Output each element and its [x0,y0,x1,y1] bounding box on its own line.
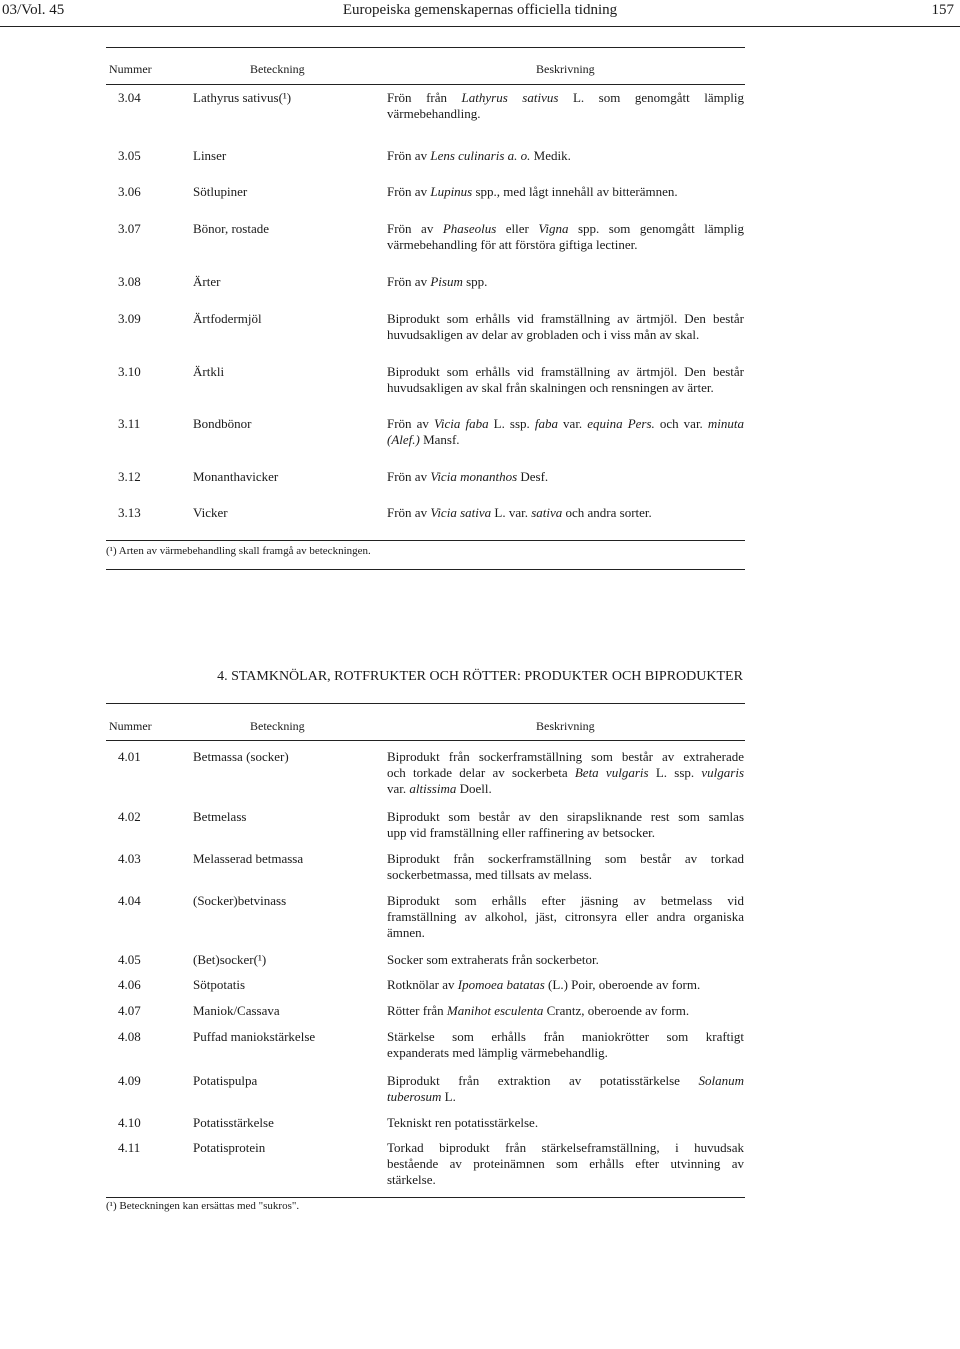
description-line [387,925,744,941]
italic-text: Manihot esculenta [446,1003,544,1018]
row-number: 3.05 [118,148,141,163]
row-number: 3.13 [118,505,141,520]
row-designation: Linser [193,148,227,163]
description-line [387,416,744,432]
header-rule [0,26,960,27]
row-description [387,893,744,941]
italic-text: (Alef.) [387,432,420,447]
italic-text: Solanum [698,1073,744,1088]
col-header-beteckning: Beteckning [250,719,305,733]
text: ämnen. [387,925,425,940]
text: värmebehandling för att förstöra giftiga lectiner. [387,237,638,252]
row-designation: Puffad maniokstärkelse [193,1029,316,1044]
description-line [387,184,744,200]
row-designation: Monanthavicker [193,469,279,484]
text: Desf. [517,469,549,484]
row-designation: Lathyrus sativus(¹) [193,90,292,105]
description-line [387,364,744,380]
row-designation: Melasserad betmassa [193,851,304,866]
text: (L.) Poir, oberoende av form. [544,977,701,992]
row-designation: Ärtkli [193,364,225,379]
text: Frön av [387,416,434,431]
row-designation: Bondbönor [193,416,252,431]
col-header-nummer: Nummer [109,719,152,733]
text: L. som genomgått lämplig [558,90,744,105]
row-designation: (Socker)betvinass [193,893,287,908]
text: L. var. [491,505,532,520]
text: Frön av [387,148,431,163]
row-number: 3.09 [118,311,141,326]
description-line [387,952,744,968]
italic-text: Vigna [538,221,569,236]
row-designation: Ärtfodermjöl [193,311,262,326]
description-line [387,221,744,237]
text: Tekniskt ren potatisstärkelse. [387,1115,539,1130]
row-number: 4.09 [118,1073,141,1088]
italic-text: Vicia monanthos [430,469,518,484]
text: Frön av [387,274,431,289]
row-description [387,977,744,993]
text: expanderats med lämplig värmebehandlig. [387,1045,608,1060]
text: Frön av [387,221,443,236]
description-line [387,765,744,781]
row-number: 4.03 [118,851,141,866]
text: bestående av proteinämnen som erhålls efter utvinning av [387,1156,744,1171]
row-designation: Potatispulpa [193,1073,258,1088]
row-number: 3.07 [118,221,141,236]
text: sockerbetmassa, med tillsats av melass. [387,867,593,882]
italic-text: minuta [707,416,744,431]
row-description [387,221,744,253]
description-line [387,1003,744,1019]
italic-text: Beta vulgaris [574,765,649,780]
text: Doell. [456,781,492,796]
text: Mansf. [419,432,460,447]
text: huvudsakligen av delar av grobladen och i viss mån av skal. [387,327,700,342]
row-number: 3.04 [118,90,141,105]
description-line [387,781,744,797]
description-line [387,106,744,122]
row-description [387,1115,744,1131]
description-line [387,851,744,867]
text: och andra sorter. [562,505,652,520]
row-number: 3.08 [118,274,141,289]
col-header-beskrivning: Beskrivning [536,719,595,733]
row-description [387,851,744,883]
text: Torkad biprodukt från stärkelseframställning, i huvudsak [387,1140,744,1155]
row-description [387,416,744,448]
text: Biprodukt från extraktion av potatisstärkelse [387,1073,699,1088]
text: Socker som extraherats från sockerbetor. [387,952,599,967]
row-number: 4.04 [118,893,141,908]
text: och var. [654,416,708,431]
row-description [387,1140,744,1188]
row-number: 4.10 [118,1115,141,1130]
table-1-header-rule [106,84,745,85]
text: Frön från [387,90,462,105]
description-line [387,380,744,396]
col-header-beteckning: Beteckning [250,62,305,76]
row-designation: Sötpotatis [193,977,246,992]
row-description [387,1029,744,1061]
row-designation: Potatisstärkelse [193,1115,274,1130]
italic-text: faba [534,416,558,431]
description-line [387,809,744,825]
italic-text: tuberosum [387,1089,442,1104]
description-line [387,311,744,327]
description-line [387,1172,744,1188]
italic-text: Vicia sativa [430,505,492,520]
description-line [387,1156,744,1172]
row-number: 4.07 [118,1003,141,1018]
journal-title: Europeiska gemenskapernas officiella tidning [342,2,618,18]
italic-text: Lathyrus sativus [461,90,559,105]
text: Frön av [387,469,431,484]
description-line [387,432,744,448]
row-description [387,952,744,968]
italic-text: Lens culinaris a. o. [430,148,531,163]
row-description [387,184,744,200]
text: Rötter från [387,1003,447,1018]
italic-text: Ipomoea batatas [457,977,545,992]
text: Biprodukt som erhålls efter jäsning av betmelass vid [387,893,744,908]
row-description [387,1003,744,1019]
row-description [387,505,744,521]
text: stärkelse. [387,1172,436,1187]
text: var. [387,781,410,796]
table-1-footnote: (¹) Arten av värmebehandling skall framgå av beteckningen. [106,545,371,557]
row-designation: Betmelass [193,809,247,824]
text: eller [496,221,539,236]
row-number: 4.02 [118,809,141,824]
row-description [387,469,744,485]
italic-text: sativa [531,505,563,520]
section-4-title: 4. STAMKNÖLAR, ROTFRUKTER OCH RÖTTER: PRODUKTER OCH BIPRODUKTER [217,669,743,684]
col-header-beskrivning: Beskrivning [536,62,595,76]
text: spp., med lågt innehåll av bitterämnen. [472,184,678,199]
row-number: 3.10 [118,364,141,379]
italic-text: Pisum [430,274,463,289]
row-number: 4.11 [118,1140,141,1155]
row-number: 4.01 [118,749,141,764]
text: Rotknölar av [387,977,458,992]
text: Crantz, oberoende av form. [543,1003,690,1018]
text: Frön av [387,505,431,520]
row-number: 3.12 [118,469,141,484]
text: L. [441,1089,456,1104]
description-line [387,825,744,841]
text: framställning av alkohol, jäst, citronsyra eller andra organiska [387,909,744,924]
row-number: 3.11 [118,416,141,431]
row-number: 3.06 [118,184,141,199]
description-line [387,148,744,164]
italic-text: Vicia faba [433,416,489,431]
row-description [387,364,744,396]
italic-text: Phaseolus [442,221,497,236]
table-2-footnote: (¹) Beteckningen kan ersättas med "sukros". [106,1200,300,1212]
text: spp. som genomgått lämplig [568,221,744,236]
italic-text: equina Pers. [587,416,655,431]
text: Biprodukt som består av den sirapsliknande rest som samlas [387,809,744,824]
text: Biprodukt från sockerframställning som består av torkad [387,851,744,866]
description-line [387,1029,744,1045]
text: var. [557,416,588,431]
page-header [0,0,960,30]
text: L. ssp. [648,765,702,780]
row-number: 4.08 [118,1029,141,1044]
row-description [387,274,744,290]
description-line [387,237,744,253]
description-line [387,505,744,521]
italic-text: vulgaris [701,765,745,780]
description-line [387,274,744,290]
table-2-header-rule [106,740,745,741]
row-designation: (Bet)socker(¹) [193,952,267,967]
table-1-top-rule [106,47,745,48]
text: L. ssp. [488,416,535,431]
row-designation: Sötlupiner [193,184,248,199]
row-description [387,749,744,797]
description-line [387,90,744,106]
italic-text: altissima [409,781,457,796]
row-designation: Vicker [193,505,228,520]
text: värmebehandling. [387,106,481,121]
table-1-bottom-rule [106,540,745,541]
description-line [387,893,744,909]
row-designation: Bönor, rostade [193,221,270,236]
row-designation: Potatisprotein [193,1140,266,1155]
text: Medik. [530,148,571,163]
row-designation: Maniok/Cassava [193,1003,280,1018]
row-designation: Betmassa (socker) [193,749,289,764]
table-1-footnote-rule [106,569,745,570]
description-line [387,1089,744,1105]
col-header-nummer: Nummer [109,62,152,76]
row-description [387,311,744,343]
description-line [387,1115,744,1131]
description-line [387,909,744,925]
text: Stärkelse som erhålls från maniokrötter som kraftigt [387,1029,744,1044]
description-line [387,867,744,883]
description-line [387,1073,744,1089]
row-description [387,809,744,841]
text: upp vid framställning eller raffinering av betsocker. [387,825,655,840]
row-description [387,1073,744,1105]
row-description [387,90,744,122]
row-designation: Ärter [193,274,221,289]
description-line [387,469,744,485]
description-line [387,1045,744,1061]
issue-number: 03/Vol. 45 [2,2,65,18]
italic-text: Lupinus [430,184,473,199]
text: Biprodukt från sockerframställning som består av extraherade [387,749,744,764]
description-line [387,977,744,993]
description-line [387,1140,744,1156]
row-number: 4.06 [118,977,141,992]
text: och torkade delar av sockerbeta [387,765,575,780]
text: spp. [462,274,488,289]
text: Biprodukt som erhålls vid framställning av ärtmjöl. Den består [387,364,744,379]
text: Frön av [387,184,431,199]
table-2-bottom-rule [106,1197,745,1198]
table-2-top-rule [106,703,745,704]
text: huvudsakligen av skal från skalningen och rensningen av ärter. [387,380,714,395]
row-description [387,148,744,164]
row-number: 4.05 [118,952,141,967]
page-number: 157 [931,2,954,18]
text: Biprodukt som erhålls vid framställning av ärtmjöl. Den består [387,311,744,326]
description-line [387,749,744,765]
description-line [387,327,744,343]
